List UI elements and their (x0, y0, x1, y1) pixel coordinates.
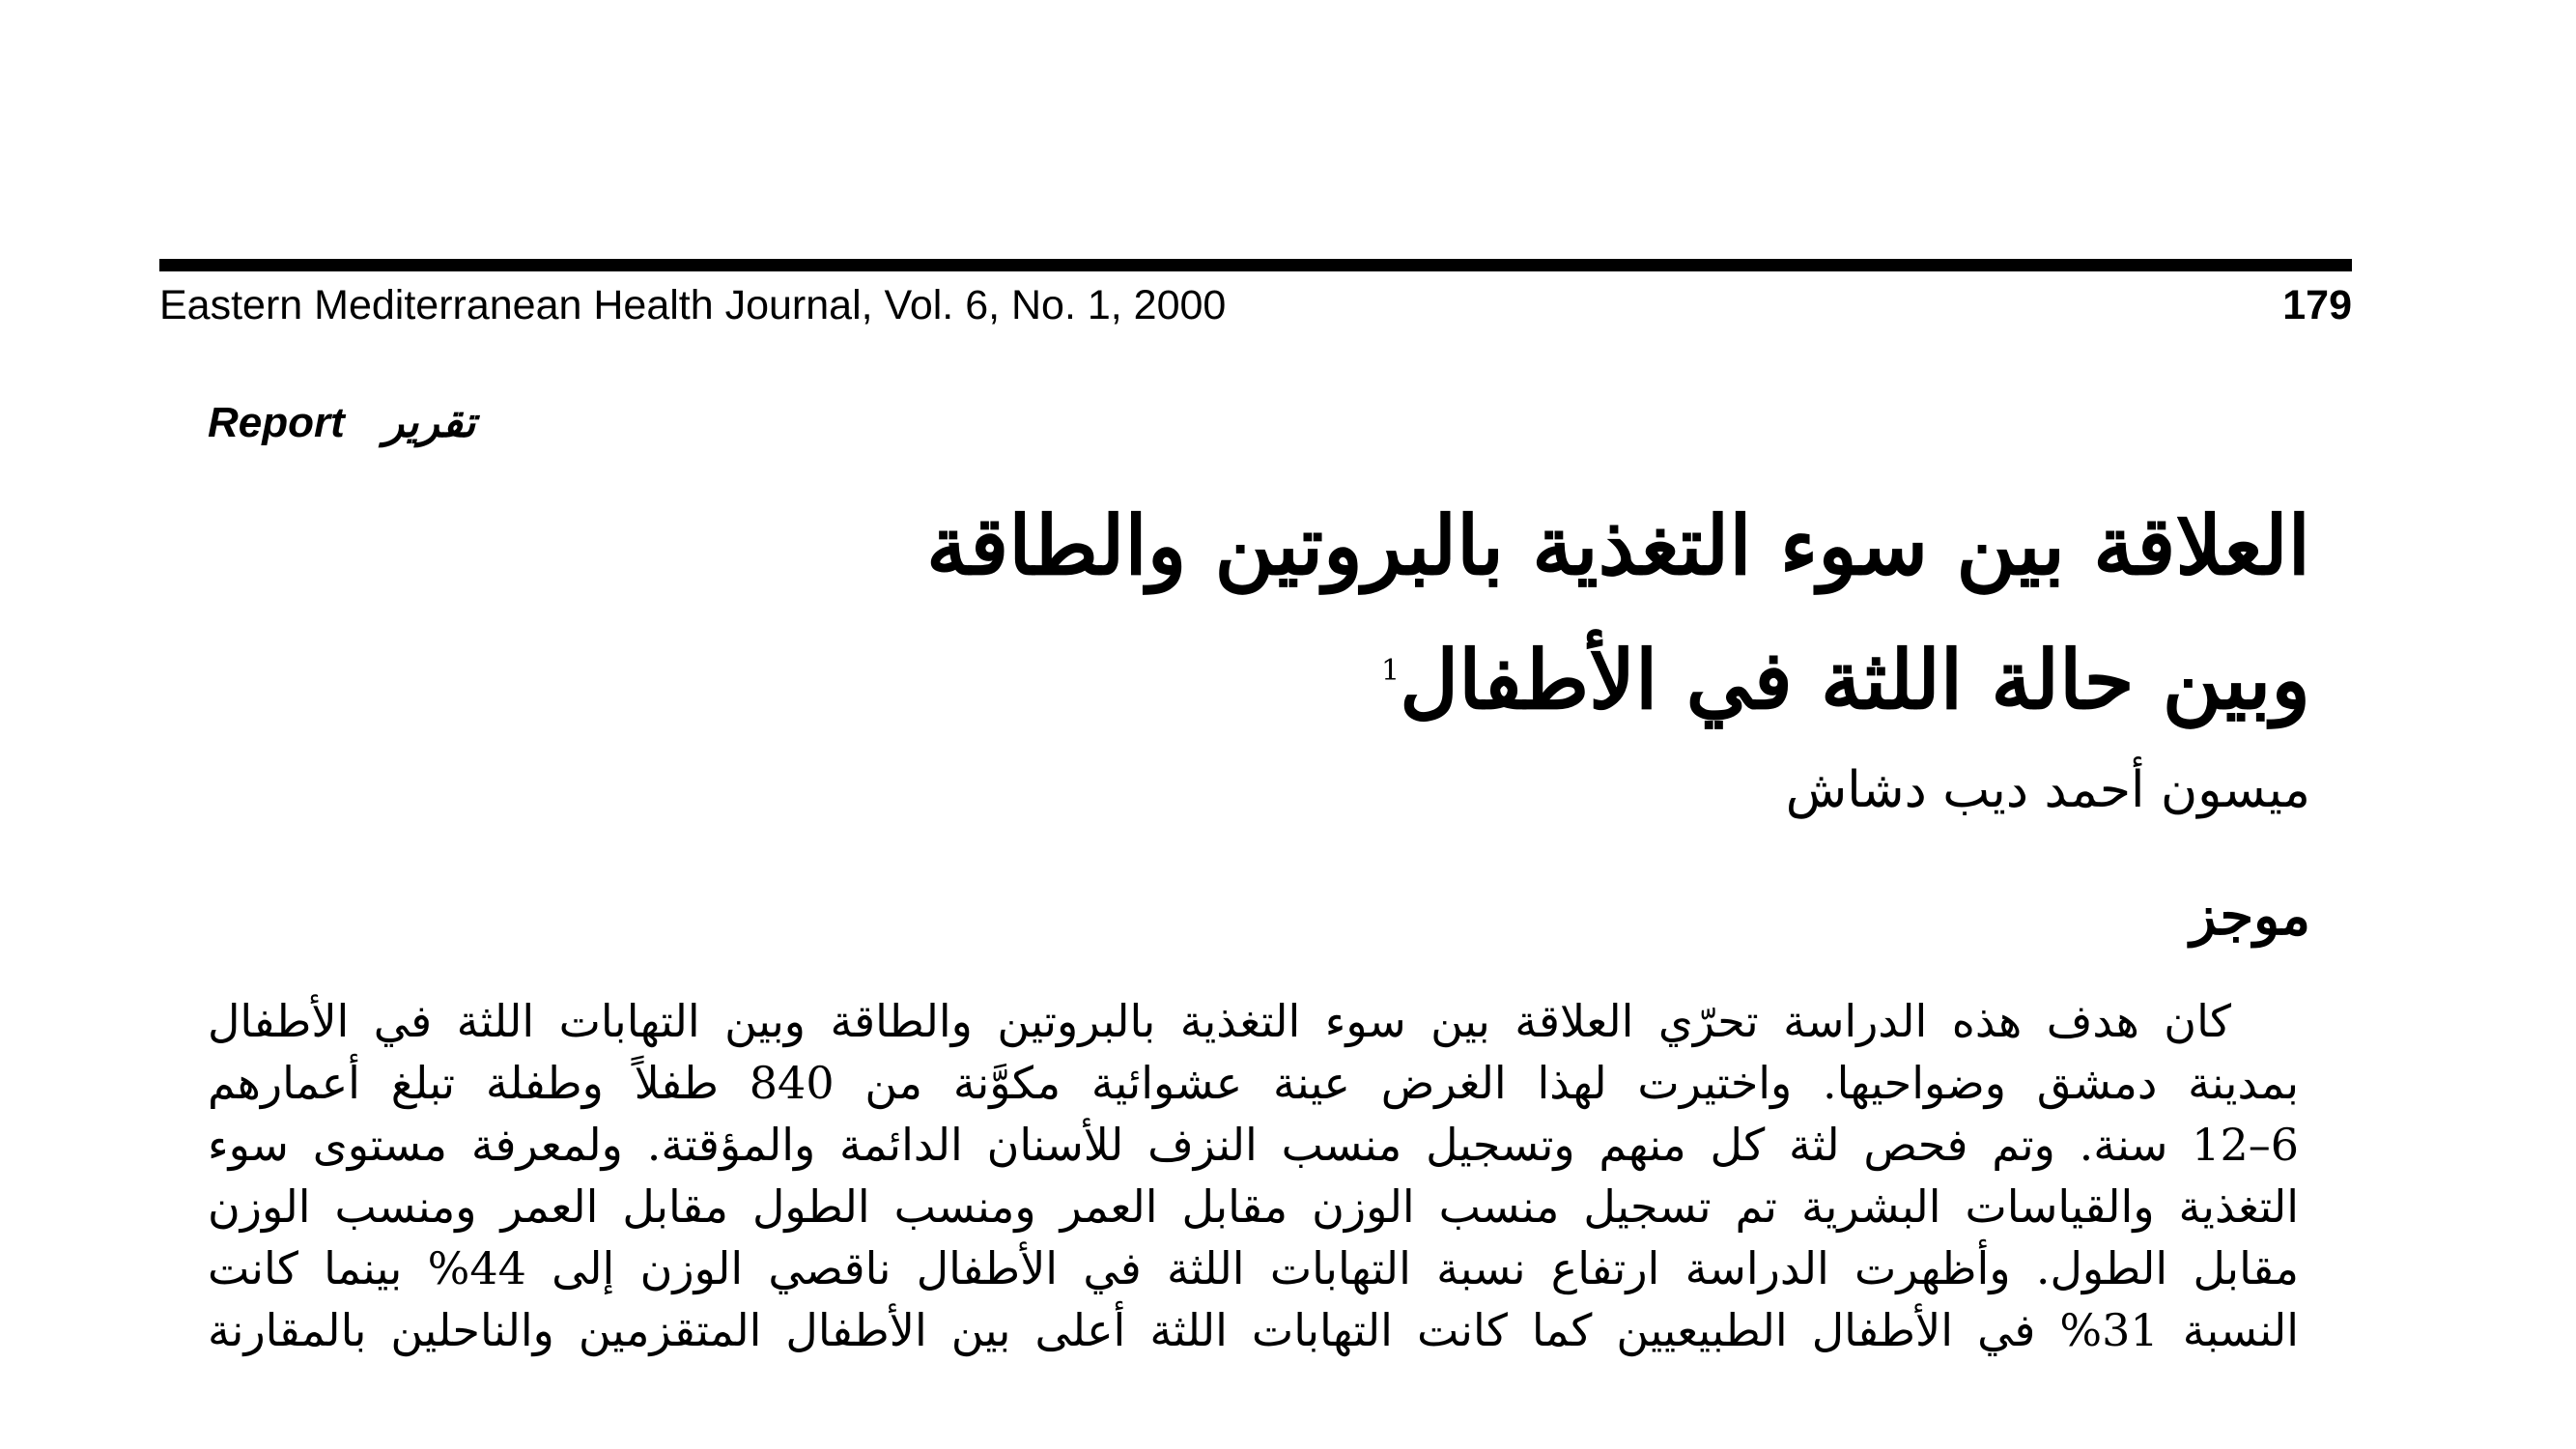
running-head (159, 282, 2352, 340)
header-rule (159, 259, 2352, 271)
page-number: 179 (2282, 282, 2352, 328)
title-line-2 (668, 609, 2310, 743)
abstract-line: بمدينة دمشق وضواحيها. واختيرت لهذا الغرض عينة عشوائية مكوَّنة من 840 طفلاً وطفلة تبلغ أعمارهم (208, 1057, 2300, 1109)
article-type-ar: تقرير (383, 398, 476, 447)
journal-citation: Eastern Mediterranean Health Journal, Vol. 6, No. 1, 2000 (159, 282, 1227, 328)
abstract-line: النسبة 31% في الأطفال الطبيعيين كما كانت التهابات اللثة أعلى بين الأطفال المتقزمين والناحلين بالمقارنة (208, 1304, 2299, 1356)
title-line-2-text: وبين حالة اللثة في الأطفال (1400, 632, 2310, 727)
abstract-line: مقابل الطول. وأظهرت الدراسة ارتفاع نسبة التهابات اللثة في الأطفال ناقصي الوزن إلى 44% بينما كانت (208, 1242, 2300, 1294)
article-type (208, 398, 475, 447)
abstract-heading: موجز (2190, 884, 2310, 948)
article-title (668, 483, 2310, 743)
title-line-1: العلاقة بين سوء التغذية بالبروتين والطاقة (926, 497, 2310, 593)
title-footnote-marker: 1 (1381, 654, 1401, 688)
article-type-en: Report (208, 399, 345, 446)
abstract-line: التغذية والقياسات البشرية تم تسجيل منسب الوزن مقابل العمر ومنسب الطول مقابل العمر ومنسب الوزن (208, 1180, 2299, 1233)
abstract-line: كان هدف هذه الدراسة تحرّي العلاقة بين سوء التغذية بالبروتين والطاقة وبين التهابات اللثة في الأطفال (208, 995, 2231, 1047)
abstract-body (208, 990, 2299, 1420)
abstract-line: 6–12 سنة. وتم فحص لثة كل منهم وتسجيل منسب النزف للأسنان الدائمة والمؤقتة. ولمعرفة مستوى سوء (208, 1119, 2299, 1171)
author-name: ميسون أحمد ديب دشاش (1785, 761, 2310, 819)
